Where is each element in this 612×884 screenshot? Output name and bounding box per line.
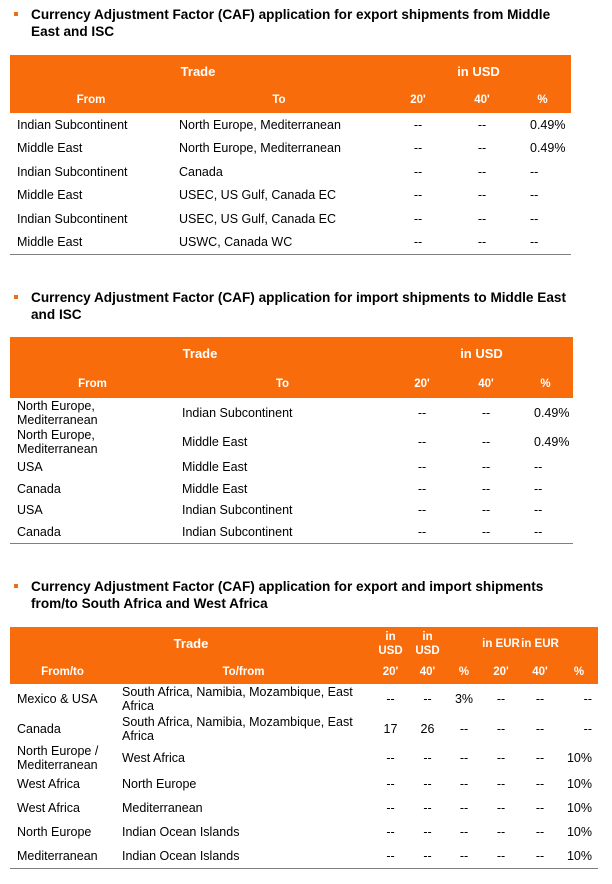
bullet-icon <box>14 12 18 16</box>
table-cell: -- <box>518 521 573 543</box>
header-eur-40: in EUR <box>520 627 560 659</box>
header-40: 40' <box>454 370 518 398</box>
table-cell: -- <box>459 825 469 839</box>
section-1-title: Currency Adjustment Factor (CAF) application for export shipments from Middle East and ISC <box>14 6 574 40</box>
table-cell: Middle East <box>17 188 83 203</box>
table-row <box>10 684 598 714</box>
table-cell: 0.49% <box>530 141 566 156</box>
table-export-me-isc <box>10 55 571 255</box>
table-cell: 0.49% <box>530 117 566 132</box>
table-cell: -- <box>477 117 487 132</box>
header-to: To/from <box>115 659 372 684</box>
table-cell: Indian Ocean Islands <box>122 825 240 839</box>
table-cell: South Africa, Namibia, Mozambique, East Africa <box>122 715 353 743</box>
table-cell: Indian Subcontinent <box>17 211 128 226</box>
table-cell: USEC, US Gulf, Canada EC <box>179 211 337 226</box>
table-cell: -- <box>477 211 487 226</box>
header-from: From <box>10 87 172 113</box>
table-cell: North Europe, Mediterranean <box>17 427 98 456</box>
table-cell: -- <box>446 844 482 868</box>
table-cell: -- <box>535 722 545 736</box>
table-cell: Middle East <box>10 231 172 255</box>
table-cell: -- <box>496 722 506 736</box>
bullet-icon <box>14 295 18 299</box>
table-cell: Canada <box>17 722 61 736</box>
table-cell: Indian Subcontinent <box>17 164 128 179</box>
table-cell: -- <box>496 825 506 839</box>
table-cell: -- <box>535 777 545 791</box>
table-cell: -- <box>535 801 545 815</box>
table-cell: USEC, US Gulf, Canada EC <box>179 188 337 203</box>
table-row <box>10 500 573 522</box>
table-row <box>10 478 573 500</box>
table-row <box>10 714 598 744</box>
header-currency: in USD <box>390 337 573 370</box>
header-20: 20' <box>372 659 409 684</box>
header-pct: % <box>446 659 482 684</box>
table-cell: -- <box>413 117 423 132</box>
table-cell: -- <box>417 481 427 496</box>
table-cell: West Africa <box>17 777 80 791</box>
table-cell: -- <box>481 460 491 474</box>
table-cell: -- <box>530 164 539 179</box>
table-row <box>10 231 571 255</box>
table-cell: -- <box>583 692 592 706</box>
table-cell: Indian Subcontinent <box>175 521 390 543</box>
table-cell: -- <box>496 692 506 706</box>
table-cell: Middle East <box>182 434 248 449</box>
table-cell: -- <box>413 211 423 226</box>
table-cell: Canada <box>10 521 175 543</box>
table-cell: -- <box>530 188 539 203</box>
table-cell: -- <box>386 692 395 706</box>
table-cell: -- <box>413 188 423 203</box>
table-row <box>10 207 571 231</box>
header-20: 20' <box>390 370 454 398</box>
table-cell: Middle East <box>182 460 248 474</box>
table-cell: -- <box>423 751 432 765</box>
header-20: 20' <box>482 659 520 684</box>
table-cell: -- <box>459 777 469 791</box>
table-cell: North Europe <box>122 777 197 791</box>
header-from: From <box>10 370 175 398</box>
table-row <box>10 521 573 543</box>
table-cell: USWC, Canada WC <box>172 231 386 255</box>
table-cell: North Europe <box>17 825 92 839</box>
table-cell: -- <box>423 777 432 791</box>
header-40: 40' <box>520 659 560 684</box>
table-row <box>10 113 571 137</box>
table-cell: 3% <box>454 692 474 706</box>
table-cell: -- <box>423 825 432 839</box>
table-row <box>10 184 571 208</box>
header-from: From/to <box>10 659 115 684</box>
table-cell: -- <box>514 231 571 255</box>
table-row <box>10 844 598 868</box>
table-cell: -- <box>386 801 395 815</box>
table-body <box>10 684 598 868</box>
header-pct: % <box>514 87 571 113</box>
table-cell: -- <box>423 692 432 706</box>
bullet-icon <box>14 584 18 588</box>
section-3-title: Currency Adjustment Factor (CAF) application for export and import shipments from/to South Africa and West Africa <box>14 578 574 612</box>
table-cell: -- <box>534 481 543 496</box>
table-row <box>10 137 571 161</box>
table-cell: Indian Subcontinent <box>182 503 293 518</box>
table-cell: North Europe, Mediterranean <box>179 117 341 132</box>
table-cell: Canada <box>179 164 223 179</box>
table-cell: -- <box>386 777 395 791</box>
table-cell: Indian Subcontinent <box>182 405 293 420</box>
table-cell: USA <box>17 460 43 474</box>
header-eur-20: in EUR <box>482 627 520 659</box>
table-cell: -- <box>481 481 491 496</box>
table-row <box>10 820 598 844</box>
table-cell: West Africa <box>17 801 80 815</box>
table-cell: -- <box>496 801 506 815</box>
table-cell: Middle East <box>17 141 83 156</box>
header-to: To <box>175 370 390 398</box>
table-row <box>10 796 598 820</box>
table-row <box>10 160 571 184</box>
table-row <box>10 772 598 796</box>
table-row <box>10 456 573 478</box>
table-cell: 10% <box>560 844 598 868</box>
table-cell: 0.49% <box>534 434 570 449</box>
table-cell: -- <box>459 722 469 736</box>
table-cell: -- <box>413 164 423 179</box>
table-cell: -- <box>386 751 395 765</box>
header-to: To <box>172 87 386 113</box>
table-cell: -- <box>482 844 520 868</box>
table-cell: -- <box>535 751 545 765</box>
header-40: 40' <box>409 659 446 684</box>
table-cell: -- <box>583 722 592 736</box>
table-cell: -- <box>450 231 514 255</box>
table-cell: USA <box>17 503 43 518</box>
table-cell: -- <box>409 844 446 868</box>
table-import-me-isc <box>10 337 573 544</box>
table-cell: 10% <box>566 801 592 815</box>
table-cell: South Africa, Namibia, Mozambique, East Africa <box>122 685 353 713</box>
table-cell: -- <box>413 141 423 156</box>
table-cell: 26 <box>420 722 435 736</box>
table-cell: Middle East <box>182 481 248 496</box>
header-currency: in USD <box>386 55 571 87</box>
table-cell: Mediterranean <box>10 844 115 868</box>
table-cell: -- <box>417 460 427 474</box>
table-cell: Indian Subcontinent <box>17 117 128 132</box>
header-trade: Trade <box>10 337 390 370</box>
header-pct: % <box>518 370 573 398</box>
table-cell: -- <box>459 751 469 765</box>
table-south-west-africa <box>10 627 598 869</box>
header-usd-40: in USD <box>409 627 446 659</box>
table-cell: -- <box>481 434 491 449</box>
header-40: 40' <box>450 87 514 113</box>
table-cell: -- <box>535 825 545 839</box>
header-pct: % <box>560 659 598 684</box>
table-cell: -- <box>423 801 432 815</box>
table-row <box>10 744 598 772</box>
header-trade: Trade <box>10 627 372 659</box>
table-cell: -- <box>481 405 491 420</box>
table-cell: -- <box>535 692 545 706</box>
table-cell: -- <box>477 141 487 156</box>
table-cell: 17 <box>383 722 398 736</box>
table-cell: -- <box>496 777 506 791</box>
table-cell: -- <box>477 188 487 203</box>
table-cell: -- <box>481 503 491 518</box>
table-cell: North Europe, Mediterranean <box>179 141 341 156</box>
table-cell: -- <box>520 844 560 868</box>
table-cell: -- <box>459 801 469 815</box>
header-usd-20: in USD <box>372 627 409 659</box>
table-cell: -- <box>417 503 427 518</box>
table-cell: -- <box>454 521 518 543</box>
table-cell: -- <box>417 405 427 420</box>
header-20: 20' <box>386 87 450 113</box>
table-cell: -- <box>386 231 450 255</box>
table-cell: Mexico & USA <box>17 692 98 706</box>
table-cell: -- <box>386 825 395 839</box>
table-cell: -- <box>372 844 409 868</box>
table-cell: West Africa <box>122 751 185 765</box>
header-trade: Trade <box>10 55 386 87</box>
table-body <box>10 113 571 254</box>
table-cell: 0.49% <box>534 405 570 420</box>
section-2-title: Currency Adjustment Factor (CAF) application for import shipments to Middle East and ISC <box>14 289 574 323</box>
table-cell: Indian Ocean Islands <box>115 844 372 868</box>
table-cell: -- <box>390 521 454 543</box>
table-cell: -- <box>534 460 543 474</box>
table-cell: -- <box>417 434 427 449</box>
table-cell: North Europe / Mediterranean <box>17 744 99 772</box>
table-body <box>10 398 573 543</box>
table-cell: North Europe, Mediterranean <box>17 398 98 427</box>
table-row <box>10 427 573 456</box>
table-cell: 10% <box>566 751 592 765</box>
table-cell: -- <box>534 503 543 518</box>
table-row <box>10 398 573 427</box>
table-cell: -- <box>477 164 487 179</box>
table-cell: Mediterranean <box>122 801 203 815</box>
table-cell: 10% <box>566 777 592 791</box>
table-cell: 10% <box>566 825 592 839</box>
table-cell: -- <box>496 751 506 765</box>
table-cell: Canada <box>17 481 61 496</box>
table-cell: -- <box>530 211 539 226</box>
